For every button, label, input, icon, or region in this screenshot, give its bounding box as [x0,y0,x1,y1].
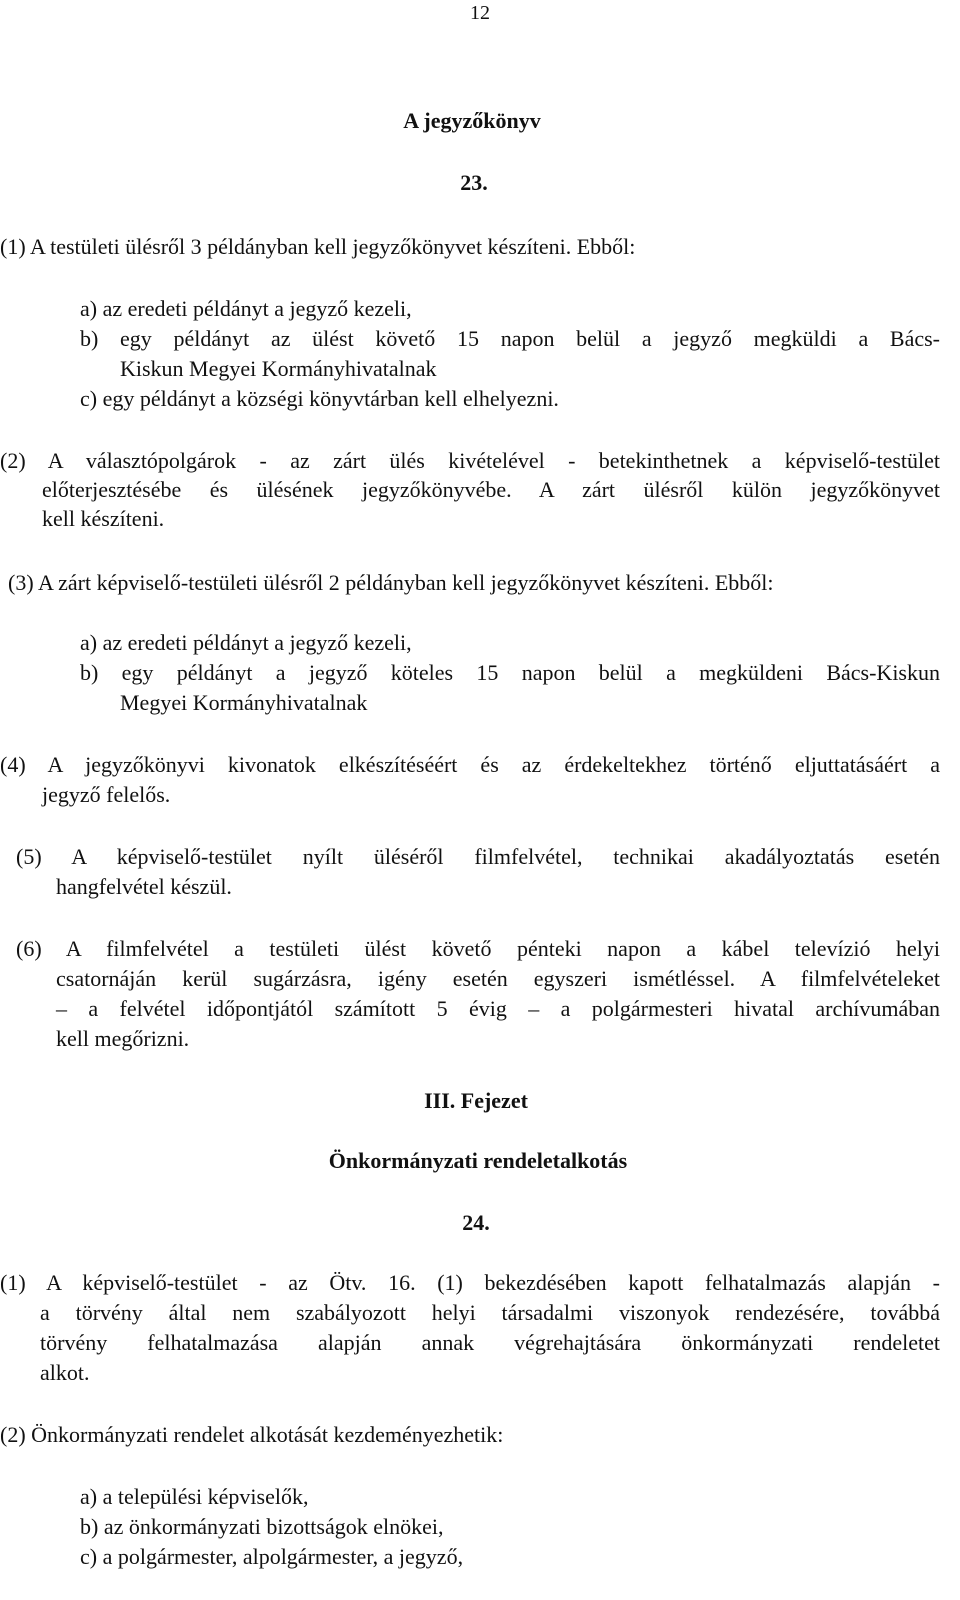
paragraph-23-4-line1: (4) A jegyzőkönyvi kivonatok elkészítéséért és az érdekeltekhez történő eljuttatásáért a [0,752,940,777]
section-number-23 [0,170,954,196]
list-item-23-1-a: a) az eredeti példányt a jegyző kezeli, [80,296,412,321]
paragraph-24-1-line3: törvény felhatalmazása alapján annak végrehajtására önkormányzati rendeletet [40,1330,940,1355]
list-item-24-2-c: c) a polgármester, alpolgármester, a jegyző, [80,1544,464,1569]
chapter-title: Önkormányzati rendeletalkotás [328,1148,628,1173]
paragraph-23-2-line3: kell készíteni. [42,506,165,531]
section-number-label: 24. [462,1210,490,1235]
paragraph-23-3-intro: (3) A zárt képviselő-testületi ülésről 2 példányban kell jegyzőkönyvet készíteni. Ebből: [8,570,774,595]
paragraph-24-1-line2: a törvény által nem szabályozott helyi társadalmi viszonyok rendezésére, továbbá [40,1300,940,1325]
list-item-23-3-a: a) az eredeti példányt a jegyző kezeli, [80,630,412,655]
list-item-23-1-b-line2: Kiskun Megyei Kormányhivatalnak [120,356,437,381]
section-number-24 [0,1210,956,1236]
section-heading: A jegyzőkönyv [403,108,541,133]
paragraph-23-5-line2: hangfelvétel készül. [56,874,232,899]
paragraph-23-6-line2: csatornáján kerül sugárzásra, igény esetén egyszeri ismétléssel. A filmfelvételeket [56,966,940,991]
paragraph-23-5-line1: (5) A képviselő-testület nyílt üléséről filmfelvétel, technikai akadályoztatás esetén [16,844,940,869]
paragraph-23-6-line4: kell megőrizni. [56,1026,190,1051]
page-number: 12 [470,2,490,24]
list-item-23-3-b-line1: b) egy példányt a jegyző köteles 15 napon belül a megküldeni Bács-Kiskun [80,660,940,685]
list-item-24-2-a: a) a települési képviselők, [80,1484,309,1509]
paragraph-24-2-intro: (2) Önkormányzati rendelet alkotását kezdeményezhetik: [0,1422,504,1447]
paragraph-24-1-line4: alkot. [40,1360,90,1385]
chapter-heading: III. Fejezet [424,1088,528,1113]
paragraph-23-6-line1: (6) A filmfelvétel a testületi ülést követő pénteki napon a kábel televízió helyi [16,936,940,961]
list-item-24-2-b: b) az önkormányzati bizottságok elnökei, [80,1514,444,1539]
paragraph-23-4-line2: jegyző felelős. [42,782,171,807]
list-item-23-3-b-line2: Megyei Kormányhivatalnak [120,690,368,715]
paragraph-23-1-intro: (1) A testületi ülésről 3 példányban kell jegyzőkönyvet készíteni. Ebből: [0,234,636,259]
paragraph-23-6-line3: – a felvétel időpontjától számított 5 évig – a polgármesteri hivatal archívumában [56,996,940,1021]
list-item-23-1-b-line1: b) egy példányt az ülést követő 15 napon belül a jegyző megküldi a Bács- [80,326,940,351]
paragraph-23-2-line2: előterjesztésébe és ülésének jegyzőkönyvébe. A zárt ülésről külön jegyzőkönyvet [42,477,940,502]
section-number-label: 23. [460,170,488,195]
paragraph-23-2-line1: (2) A választópolgárok - az zárt ülés kivételével - betekinthetnek a képviselő-testület [0,448,940,473]
paragraph-24-1-line1: (1) A képviselő-testület - az Ötv. 16. (1) bekezdésében kapott felhatalmazás alapján - [0,1270,940,1295]
list-item-23-1-c: c) egy példányt a községi könyvtárban kell elhelyezni. [80,386,559,411]
